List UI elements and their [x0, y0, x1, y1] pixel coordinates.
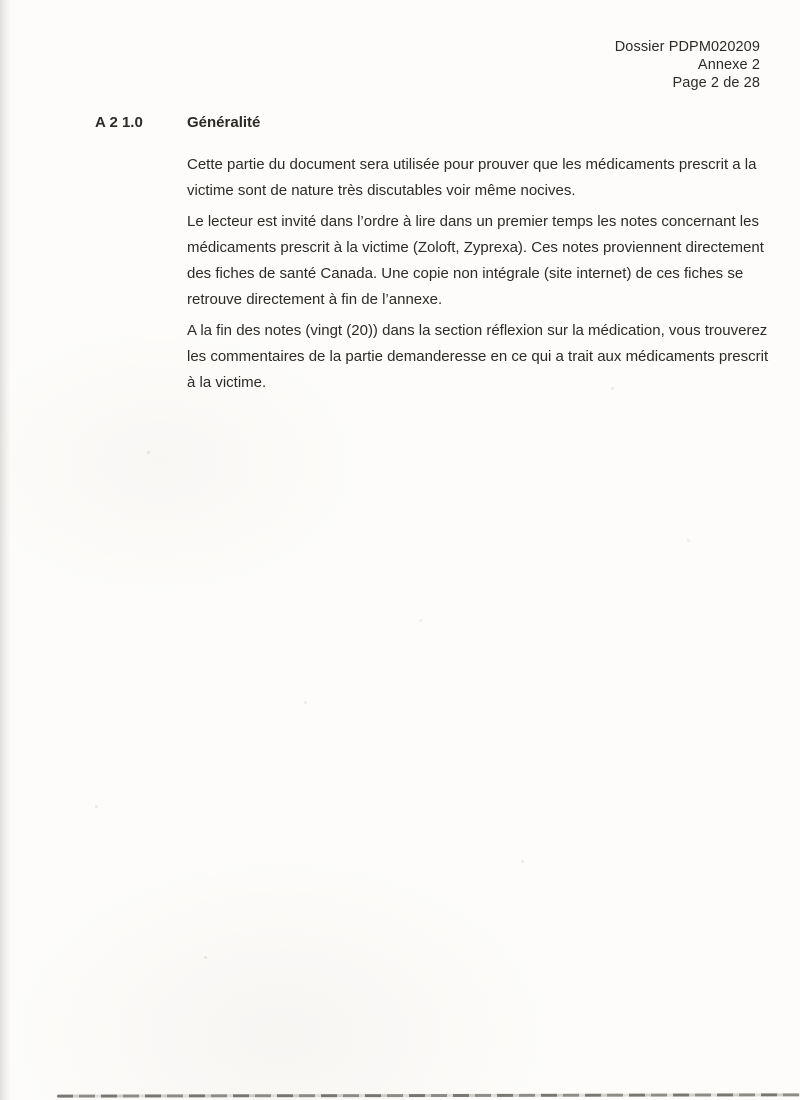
- document-body: [0, 152, 800, 396]
- header-annexe: Annexe 2: [697, 57, 760, 73]
- text-line: victime sont de nature très discutables voir même nocives.: [187, 182, 576, 199]
- header-dossier: Dossier PDPM020209: [614, 39, 760, 55]
- text-line: des fiches de santé Canada. Une copie non intégrale (site internet) de ces fiches se: [187, 265, 744, 282]
- text-line: les commentaires de la partie demanderesse en ce qui a trait aux médicaments prescrit: [187, 348, 769, 365]
- section-number: A 2 1.0: [95, 114, 143, 131]
- scan-bottom-edge-line: [57, 1093, 800, 1097]
- scan-noise-speckles: [0, 0, 1, 1]
- section-title: Généralité: [187, 114, 261, 131]
- paragraph-3: [187, 318, 770, 396]
- text-line: Cette partie du document sera utilisée pour prouver que les médicaments prescrit a la: [187, 156, 757, 173]
- header-page-number: Page 2 de 28: [672, 75, 760, 91]
- text-line: A la fin des notes (vingt (20)) dans la section réflexion sur la médication, vous trouverez: [187, 322, 768, 339]
- paragraph-2: [187, 209, 770, 313]
- paragraph-1: [187, 152, 770, 204]
- text-line: Le lecteur est invité dans l’ordre à lire dans un premier temps les notes concernant les: [187, 213, 759, 230]
- text-line: à la victime.: [187, 374, 267, 391]
- text-line: retrouve directement à fin de l’annexe.: [187, 291, 443, 308]
- text-line: médicaments prescrit à la victime (Zoloft, Zyprexa). Ces notes proviennent directement: [187, 239, 764, 256]
- section-heading: [0, 113, 800, 133]
- header-block: [0, 38, 800, 92]
